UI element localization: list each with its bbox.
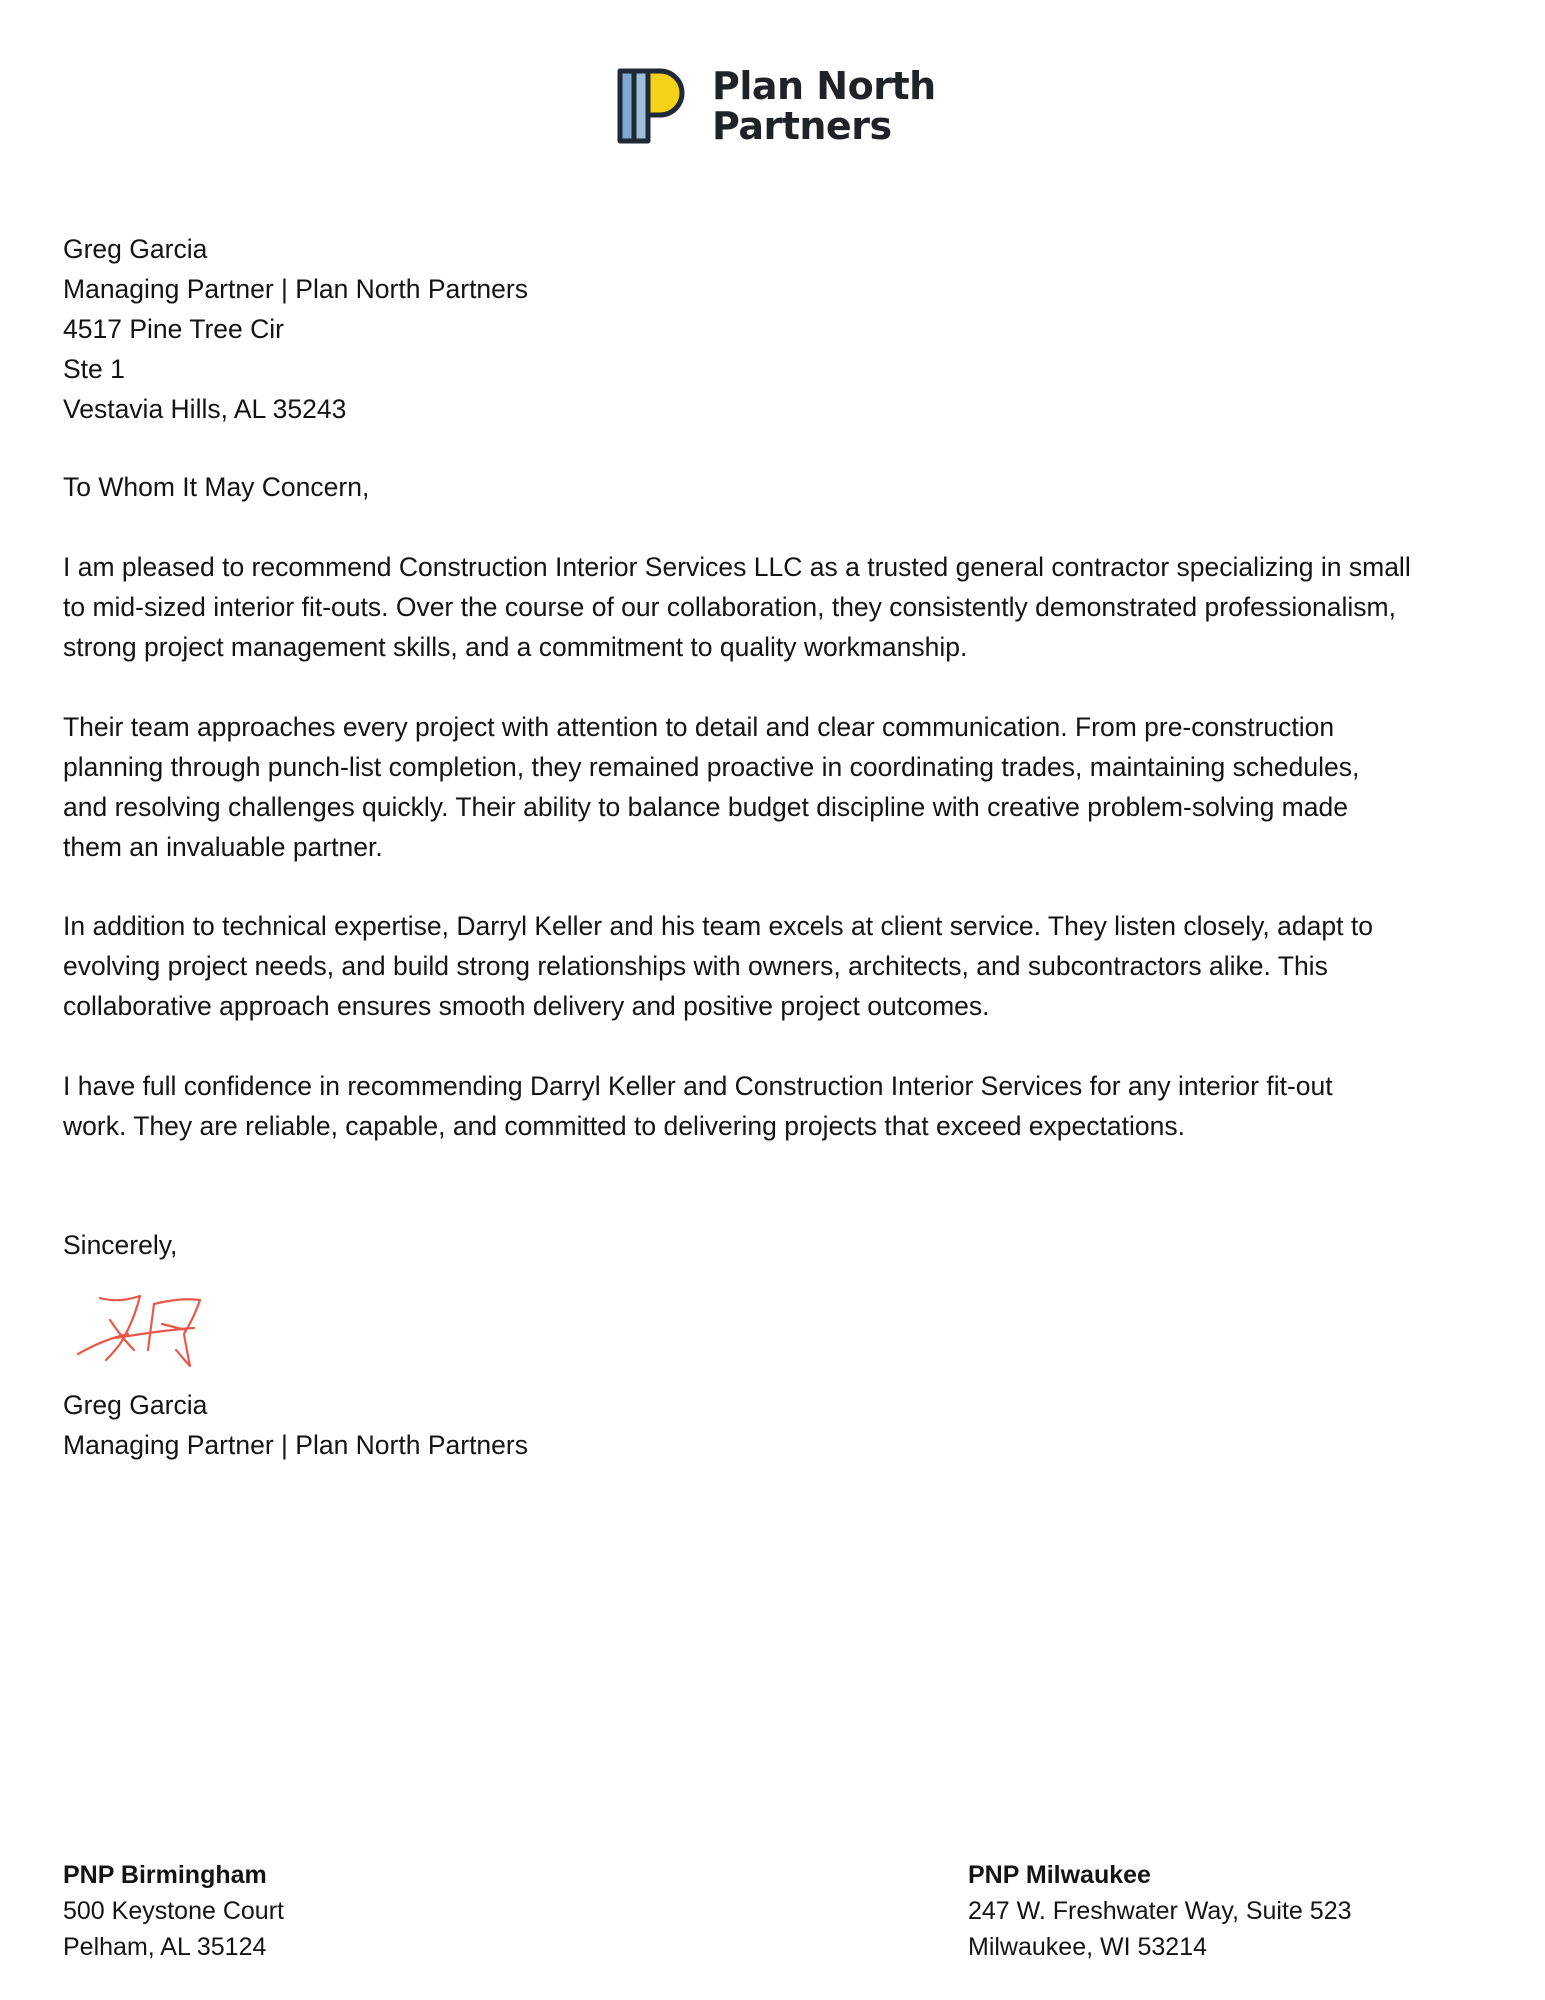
logo-wordmark [712,66,936,146]
company-logo [616,66,936,146]
closing [63,1225,1483,1265]
salutation-text: To Whom It May Concern, [63,472,370,502]
paragraph-line: strong project management skills, and a commitment to quality workmanship. [63,632,968,662]
sender-title: Managing Partner | Plan North Partners [63,274,528,304]
sender-address-line-2: Ste 1 [63,354,125,384]
logo-line-2: Partners [712,104,892,148]
footer-milwaukee-office [968,1857,1352,1965]
logo-line-1: Plan North [712,64,936,108]
paragraph-line: planning through punch-list completion, they remained proactive in coordinating trades, maintaining schedules, [63,752,1360,782]
salutation [63,467,1483,507]
footer-right-heading: PNP Milwaukee [968,1861,1151,1889]
paragraph-4 [63,1066,1483,1146]
footer-left-line-1: 500 Keystone Court [63,1897,284,1925]
sender-name: Greg Garcia [63,234,208,264]
paragraph-2 [63,707,1483,867]
paragraph-line: them an invaluable partner. [63,832,383,862]
sender-address-block [63,229,1483,429]
closing-text: Sincerely, [63,1230,178,1260]
footer-birmingham-office [63,1857,284,1965]
sender-city: Vestavia Hills, AL 35243 [63,394,347,424]
paragraph-1 [63,547,1483,667]
plan-north-logo-icon [616,67,686,145]
paragraph-line: work. They are reliable, capable, and committed to delivering projects that exceed expectations. [63,1111,1185,1141]
signer-block [63,1385,1483,1465]
sender-address-line-1: 4517 Pine Tree Cir [63,314,284,344]
paragraph-line: to mid-sized interior fit-outs. Over the course of our collaboration, they consistently demonstrated professionalism, [63,592,1396,622]
footer-left-heading: PNP Birmingham [63,1861,267,1889]
paragraph-line: I have full confidence in recommending Darryl Keller and Construction Interior Services for any interior fit-out [63,1071,1333,1101]
paragraph-line: evolving project needs, and build strong relationships with owners, architects, and subcontractors alike. This [63,951,1328,981]
footer-left-line-2: Pelham, AL 35124 [63,1933,267,1961]
footer-right-line-2: Milwaukee, WI 53214 [968,1933,1208,1961]
paragraph-line: collaborative approach ensures smooth delivery and positive project outcomes. [63,991,990,1021]
paragraph-line: Their team approaches every project with attention to detail and clear communication. From pre-construction [63,712,1335,742]
footer-right-line-1: 247 W. Freshwater Way, Suite 523 [968,1897,1352,1925]
handwritten-signature [70,1290,210,1380]
signer-title: Managing Partner | Plan North Partners [63,1430,528,1460]
paragraph-3 [63,906,1483,1026]
signer-name: Greg Garcia [63,1390,208,1420]
paragraph-line: I am pleased to recommend Construction Interior Services LLC as a trusted general contractor specializing in small [63,552,1411,582]
paragraph-line: In addition to technical expertise, Darryl Keller and his team excels at client service. They listen closely, adapt to [63,911,1373,941]
paragraph-line: and resolving challenges quickly. Their ability to balance budget discipline with creative problem-solving made [63,792,1348,822]
